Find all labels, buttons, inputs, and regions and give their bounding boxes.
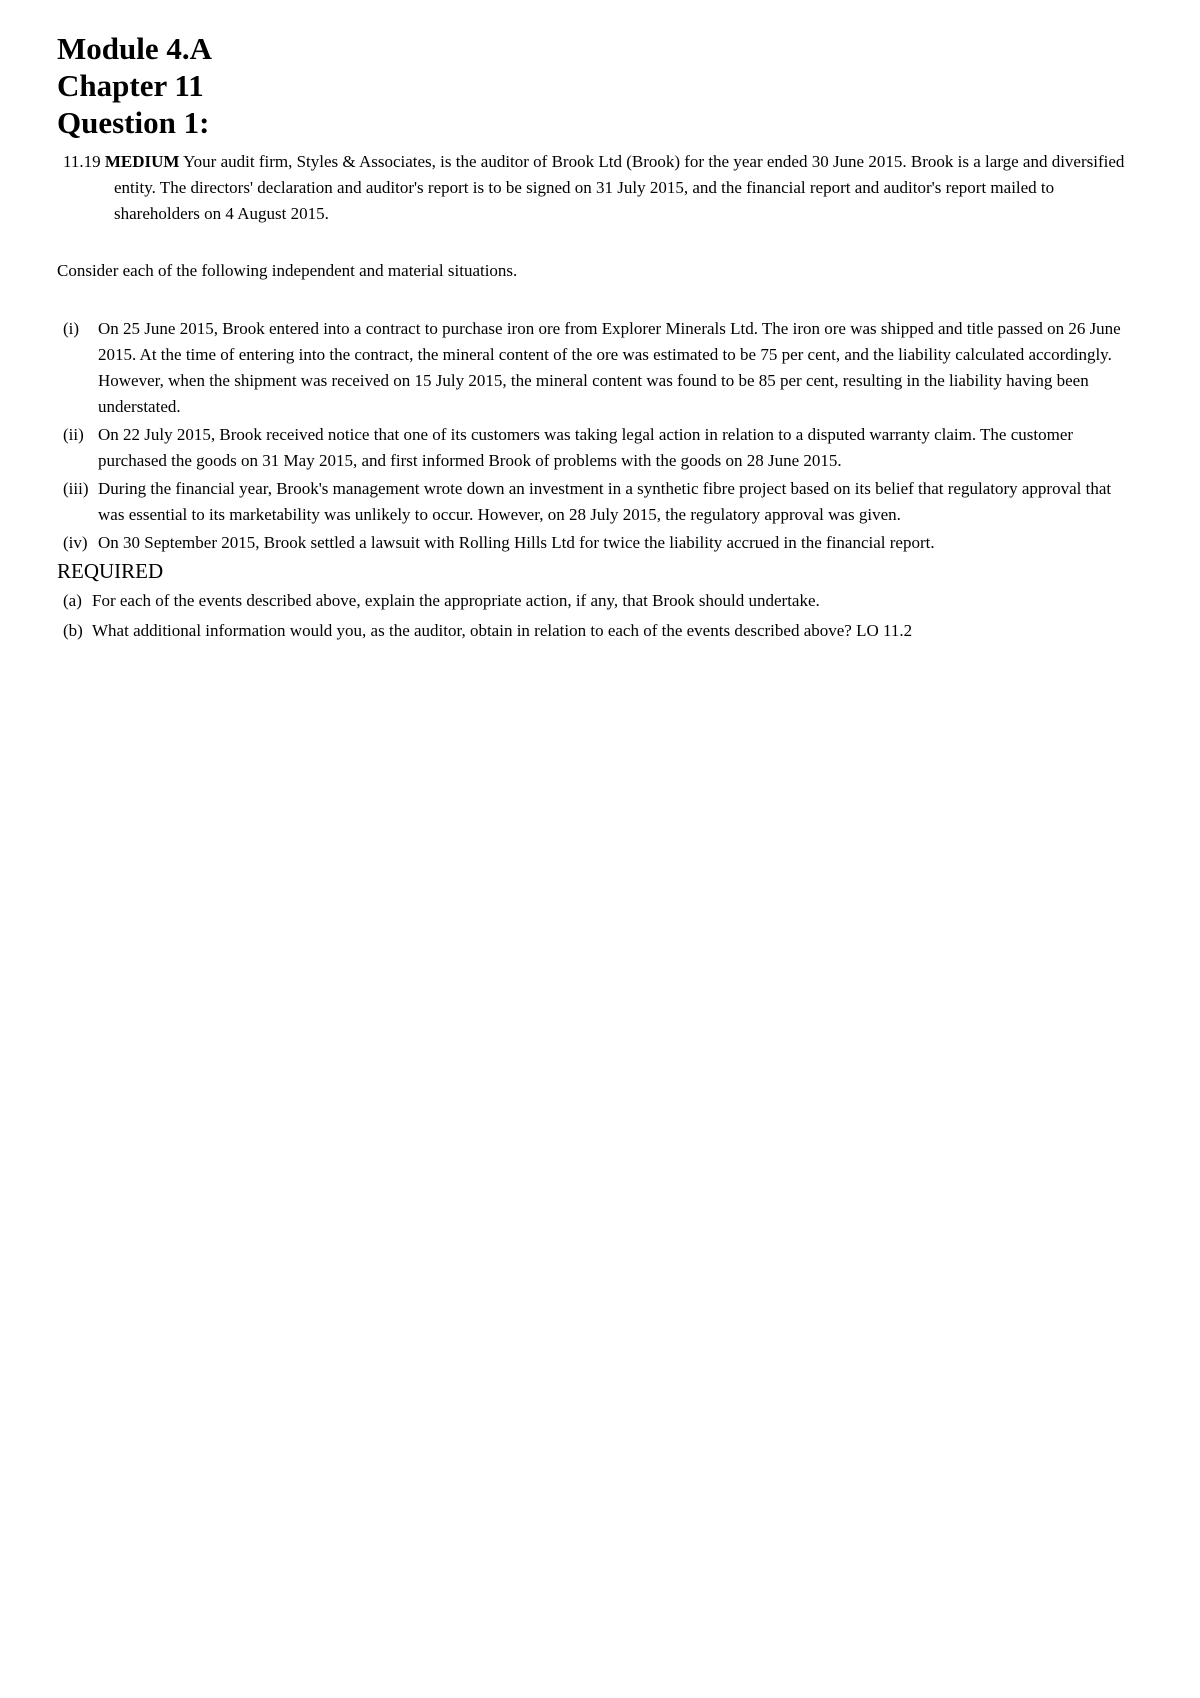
- required-part-marker: (b): [63, 621, 83, 640]
- situation-text: On 22 July 2015, Brook received notice that one of its customers was taking legal action in relation to a disputed warranty claim. The customer purchased the goods on 31 May 2015, and first informed Brook of problems with the goods on 28 June 2015.: [98, 425, 1074, 470]
- situation-marker: (ii): [63, 425, 84, 444]
- required-part-item: [57, 588, 1132, 614]
- situation-marker: (iii): [63, 479, 89, 498]
- chapter-heading: Chapter 11: [57, 68, 204, 103]
- question-number: 11.19: [63, 152, 101, 171]
- situation-item: [57, 476, 1132, 528]
- situation-marker: (iv): [63, 533, 88, 552]
- difficulty-level: MEDIUM: [104, 152, 180, 171]
- consider-instruction: Consider each of the following independent and material situations.: [57, 261, 518, 280]
- required-part-text: What additional information would you, as the auditor, obtain in relation to each of the events described above? LO 11.2: [92, 621, 913, 640]
- situation-item: [57, 422, 1132, 474]
- situation-item: [57, 530, 1132, 556]
- situation-marker: (i): [63, 319, 80, 338]
- required-heading: REQUIRED: [57, 559, 164, 583]
- situation-item: [57, 316, 1132, 420]
- situation-text: During the financial year, Brook's management wrote down an investment in a synthetic fibre project based on its belief that regulatory approval that was essential to its marketability was unlikely to occur. However, on 28 July 2015, the regulatory approval was given.: [98, 479, 1112, 524]
- required-part-marker: (a): [63, 591, 82, 610]
- required-part-item: [57, 618, 1132, 644]
- question-intro: [57, 149, 1132, 227]
- situations-list: [57, 316, 1132, 556]
- situation-text: On 25 June 2015, Brook entered into a contract to purchase iron ore from Explorer Minerals Ltd. The iron ore was shipped and title passed on 26 June 2015. At the time of entering into the contract, the mineral content of the ore was estimated to be 75 per cent, and the liability calculated accordingly. However, when the shipment was received on 15 July 2015, the mineral content was found to be 85 per cent, resulting in the liability having been understated.: [98, 319, 1121, 416]
- module-heading: Module 4.A: [57, 31, 212, 66]
- question-intro-text: Your audit firm, Styles & Associates, is the auditor of Brook Ltd (Brook) for the year ended 30 June 2015. Brook is a large and diversified entity. The directors' declaration and auditor's report is to be signed on 31 July 2015, and the financial report and auditor's report mailed to shareholders on 4 August 2015.: [114, 152, 1125, 223]
- document-page: [57, 30, 1132, 648]
- situation-text: On 30 September 2015, Brook settled a lawsuit with Rolling Hills Ltd for twice the liability accrued in the financial report.: [98, 533, 935, 552]
- required-parts-list: [57, 588, 1132, 644]
- required-part-text: For each of the events described above, explain the appropriate action, if any, that Brook should undertake.: [92, 591, 820, 610]
- question-heading: Question 1:: [57, 105, 210, 140]
